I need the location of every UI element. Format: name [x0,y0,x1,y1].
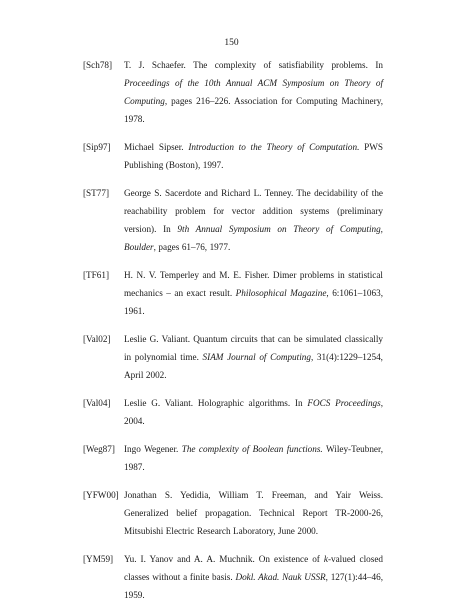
bib-text [124,550,383,604]
bib-key: [YFW00] [83,490,119,500]
bib-key: [Sip97] [83,142,111,152]
bib-text [124,184,383,256]
bib-text-segment: Yu. I. Yanov and A. A. Muchnik. On existence of [124,554,324,564]
bib-italic-segment: Proceedings of the 10th Annual ACM Symposium on Theory of Computing [124,78,383,106]
bib-text [124,330,383,384]
bib-text-segment: , 31(4):1229–1254, April 2002. [124,352,383,380]
bib-text [124,138,383,174]
bib-text-segment: -valued closed classes without a finite basis. [124,554,383,582]
bib-key: [Weg87] [83,444,115,454]
bib-key: [Sch78] [83,60,113,70]
bib-key: [Val02] [83,334,111,344]
bib-text-segment: Ingo Wegener. [124,444,182,454]
bib-italic-segment: Dokl. Akad. Nauk USSR [235,572,326,582]
bib-text-segment: , 6:1061–1063, 1961. [124,288,383,316]
bib-entry [83,184,383,256]
bib-text [124,394,383,430]
bib-entry [83,486,383,540]
bib-entry [83,394,383,430]
bib-italic-segment: FOCS Proceedings [307,398,381,408]
bib-italic-segment: Philosophical Magazine [235,288,327,298]
bib-text-segment: George S. Sacerdote and Richard L. Tenney. The decidability of the reachability problem for vector addition systems (preliminary version). In [124,188,383,234]
bib-italic-segment: The complexity of Boolean functions. [181,444,323,454]
bib-text-segment: H. N. V. Temperley and M. E. Fisher. Dimer problems in statistical mechanics – an exact result. [124,270,383,298]
page-number: 150 [224,38,239,48]
bib-italic-segment: Introduction to the Theory of Computation. [188,142,360,152]
bib-key: [TF61] [83,270,110,280]
bibliography-list [83,56,383,614]
bib-text [124,266,383,320]
bib-text-segment: , pages 216–226. Association for Computing Machinery, 1978. [124,96,383,124]
bib-text-segment: Michael Sipser. [124,142,189,152]
bib-entry [83,330,383,384]
bib-key: [Val04] [83,398,111,408]
bib-italic-segment: 9th Annual Symposium on Theory of Computing, Boulder [124,224,383,252]
bib-key: [YM59] [83,554,114,564]
bib-text-segment: , 2004. [124,398,383,426]
bib-text-segment: Leslie G. Valiant. Holographic algorithms. In [124,398,308,408]
bib-entry [83,56,383,128]
bib-entry [83,550,383,604]
bib-text [124,440,383,476]
bib-text [124,56,383,128]
bib-italic-segment: k [323,554,328,564]
bib-text-segment: PWS Publishing (Boston), 1997. [124,142,384,170]
bib-text-segment: , pages 61–76, 1977. [153,242,231,252]
bib-text-segment: Jonathan S. Yedidia, William T. Freeman, and Yair Weiss. Generalized belief propagation. Technical Report TR-2000-26, Mitsubishi Electric Research Laboratory, June 2000. [124,490,383,536]
bib-entry [83,138,383,174]
bib-italic-segment: SIAM Journal of Computing [202,352,311,362]
bib-entry [83,266,383,320]
bib-key: [ST77] [83,188,110,198]
bib-entry [83,440,383,476]
bib-text-segment: T. J. Schaefer. The complexity of satisfiability problems. In [124,60,383,70]
bib-text-segment: Leslie G. Valiant. Quantum circuits that can be simulated classically in polynomial time. [124,334,383,362]
bib-text-segment: Wiley-Teubner, 1987. [124,444,384,472]
bib-text [124,486,383,540]
bib-text-segment: , 127(1):44–46, 1959. [124,572,384,600]
